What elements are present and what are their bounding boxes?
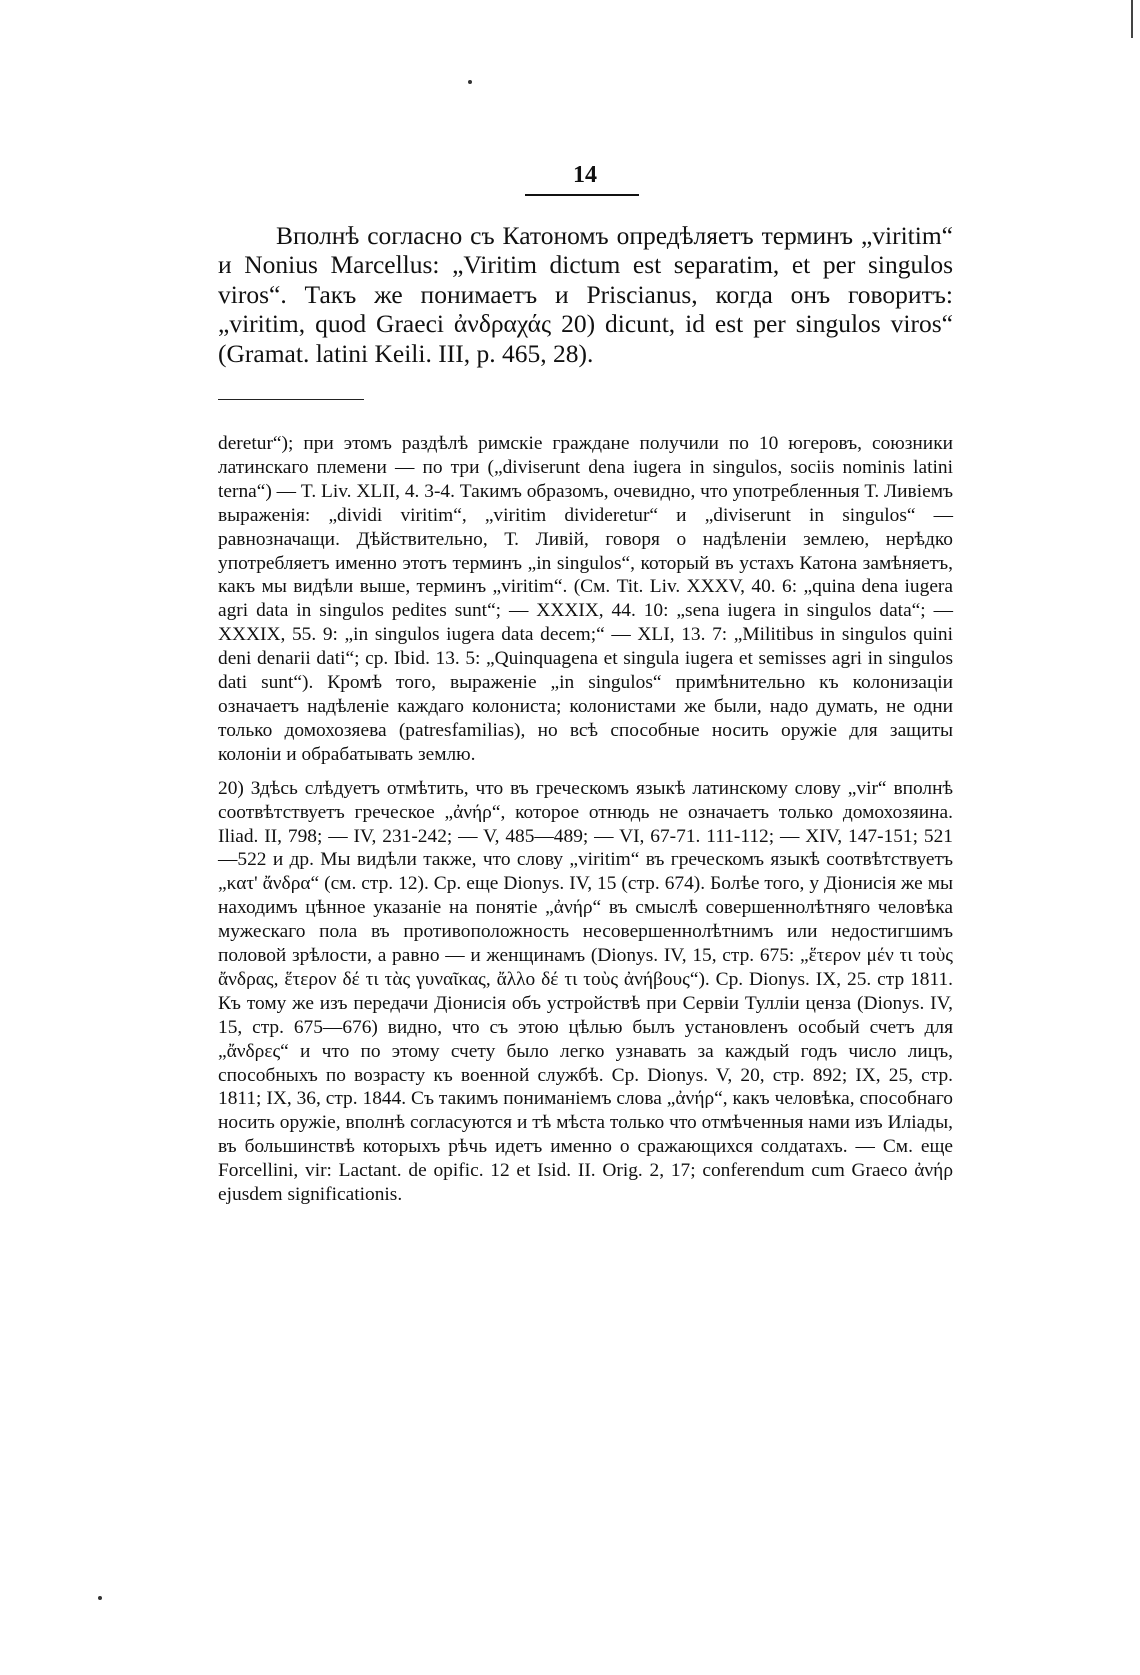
footnote-continuation: deretur“); при этомъ раздѣлѣ римскіе граждане получили по 10 югеровъ, союзники латинскаго племени — по три („diviserunt dena iugera in singulos, sociis nominis latini terna“) — T. Liv. XLII, 4. 3-4. Такимъ образомъ, очевидно, что употребленныя Т. Ливіемъ выраженія: „dividi viritim“, „viritim divideretur“ и „diviserunt in singulos“ — равнозначащи. Дѣйствительно, Т. Ливій, говоря о надѣленіи землею, нерѣдко употребляетъ именно этотъ терминъ „in singulos“, который въ устахъ Катона замѣняетъ, какъ мы видѣли выше, терминъ „viritim“. (См. Tit. Liv. XXXV, 40. 6: „quina dena iugera agri data in singulos pedites sunt“; — XXXIX, 44. 10: „sena iugera in singulos data“; — XXXIX, 55. 9: „in singulos iugera data decem;“ — XLI, 13. 7: „Militibus in singulos quini deni denarii dati“; cp. Ibid. 13. 5: „Quinquagena et singula iugera et semisses agri in singulos dati sunt“). Кромѣ того, выраженіе „in singulos“ примѣнительно къ колонизаціи означаетъ надѣленіе каждаго колониста; колонистами же были, надо думать, не одни только домохозяева (patresfamilias), но всѣ способные носить оружіе для защиты колоніи и обрабатывать землю. xyxy=(218,433,954,765)
scan-edge-mark xyxy=(1131,0,1133,38)
main-text xyxy=(218,221,953,368)
footnote-separator xyxy=(218,399,364,400)
page-number: 14 xyxy=(573,162,597,188)
footnotes xyxy=(218,432,953,1207)
scan-speck xyxy=(468,80,472,84)
main-paragraph: Вполнѣ согласно съ Катономъ опредѣляетъ терминъ „viritim“ и Nonius Marcellus: „Viritim dictum est separatim, et per singulos viros“. Такъ же понимаетъ и Priscianus, когда онъ говоритъ: „viritim, quod Graeci ἀνδραχάς 20) dicunt, id est per singulos viros“ (Gramat. latini Keili. III, p. 465, 28). xyxy=(218,221,953,368)
page-number-rule xyxy=(525,194,639,196)
scan-speck-corner xyxy=(98,1596,102,1600)
footnote-20: 20) Здѣсь слѣдуетъ отмѣтить, что въ греческомъ языкѣ латинскому слову „vir“ вполнѣ соотвѣтствуетъ греческое „ἀνήρ“, которое отнюдь не означаетъ только домохозяина. Iliad. II, 798; — IV, 231-242; — V, 485—489; — VI, 67-71. 111-112; — XIV, 147-151; 521—522 и др. Мы видѣли также, что слову „viritim“ въ греческомъ языкѣ соотвѣтствуетъ „κατ' ἄνδρα“ (см. стр. 12). Ср. еще Dionys. IV, 15 (стр. 674). Болѣе того, у Діонисія же мы находимъ цѣнное указаніе на понятіе „ἀνήρ“ въ смыслѣ совершеннолѣтняго человѣка мужескаго пола въ противоположность несовершеннолѣтнимъ или недостигшимъ половой зрѣлости, а равно — и женщинамъ (Dionys. IV, 15, стр. 675: „ἕτερον μέν τι τοὺς ἄνδρας, ἕτερον δέ τι τὰς γυναῖκας, ἄλλο δέ τι τοὺς ἀνήβους“). Cp. Dionys. IX, 25. стр 1811. Къ тому же изъ передачи Діонисія объ устройствѣ при Сервіи Тулліи ценза (Dionys. IV, 15, стр. 675—676) видно, что съ этою цѣлью былъ установленъ особый счетъ для „ἄνδρες“ и что по этому счету было легко узнавать за каждый годъ число лицъ, способныхъ по возрасту къ военной службѣ. Cp. Dionys. V, 20, стр. 892; IX, 25, стр. 1811; IX, 36, стр. 1844. Съ такимъ пониманіемъ слова „ἀνήρ“, какъ человѣка, способнаго носить оружіе, вполнѣ согласуются и тѣ мѣста только что отмѣченныя нами изъ Иліады, въ большинствѣ которыхъ рѣчь идетъ именно о сражающихся солдатахъ. — См. еще Forcellini, vir: Lactant. de opific. 12 et Isid. II. Orig. 2, 17; conferendum cum Graeco ἀνήρ ejusdem significationis. xyxy=(218,777,953,1206)
